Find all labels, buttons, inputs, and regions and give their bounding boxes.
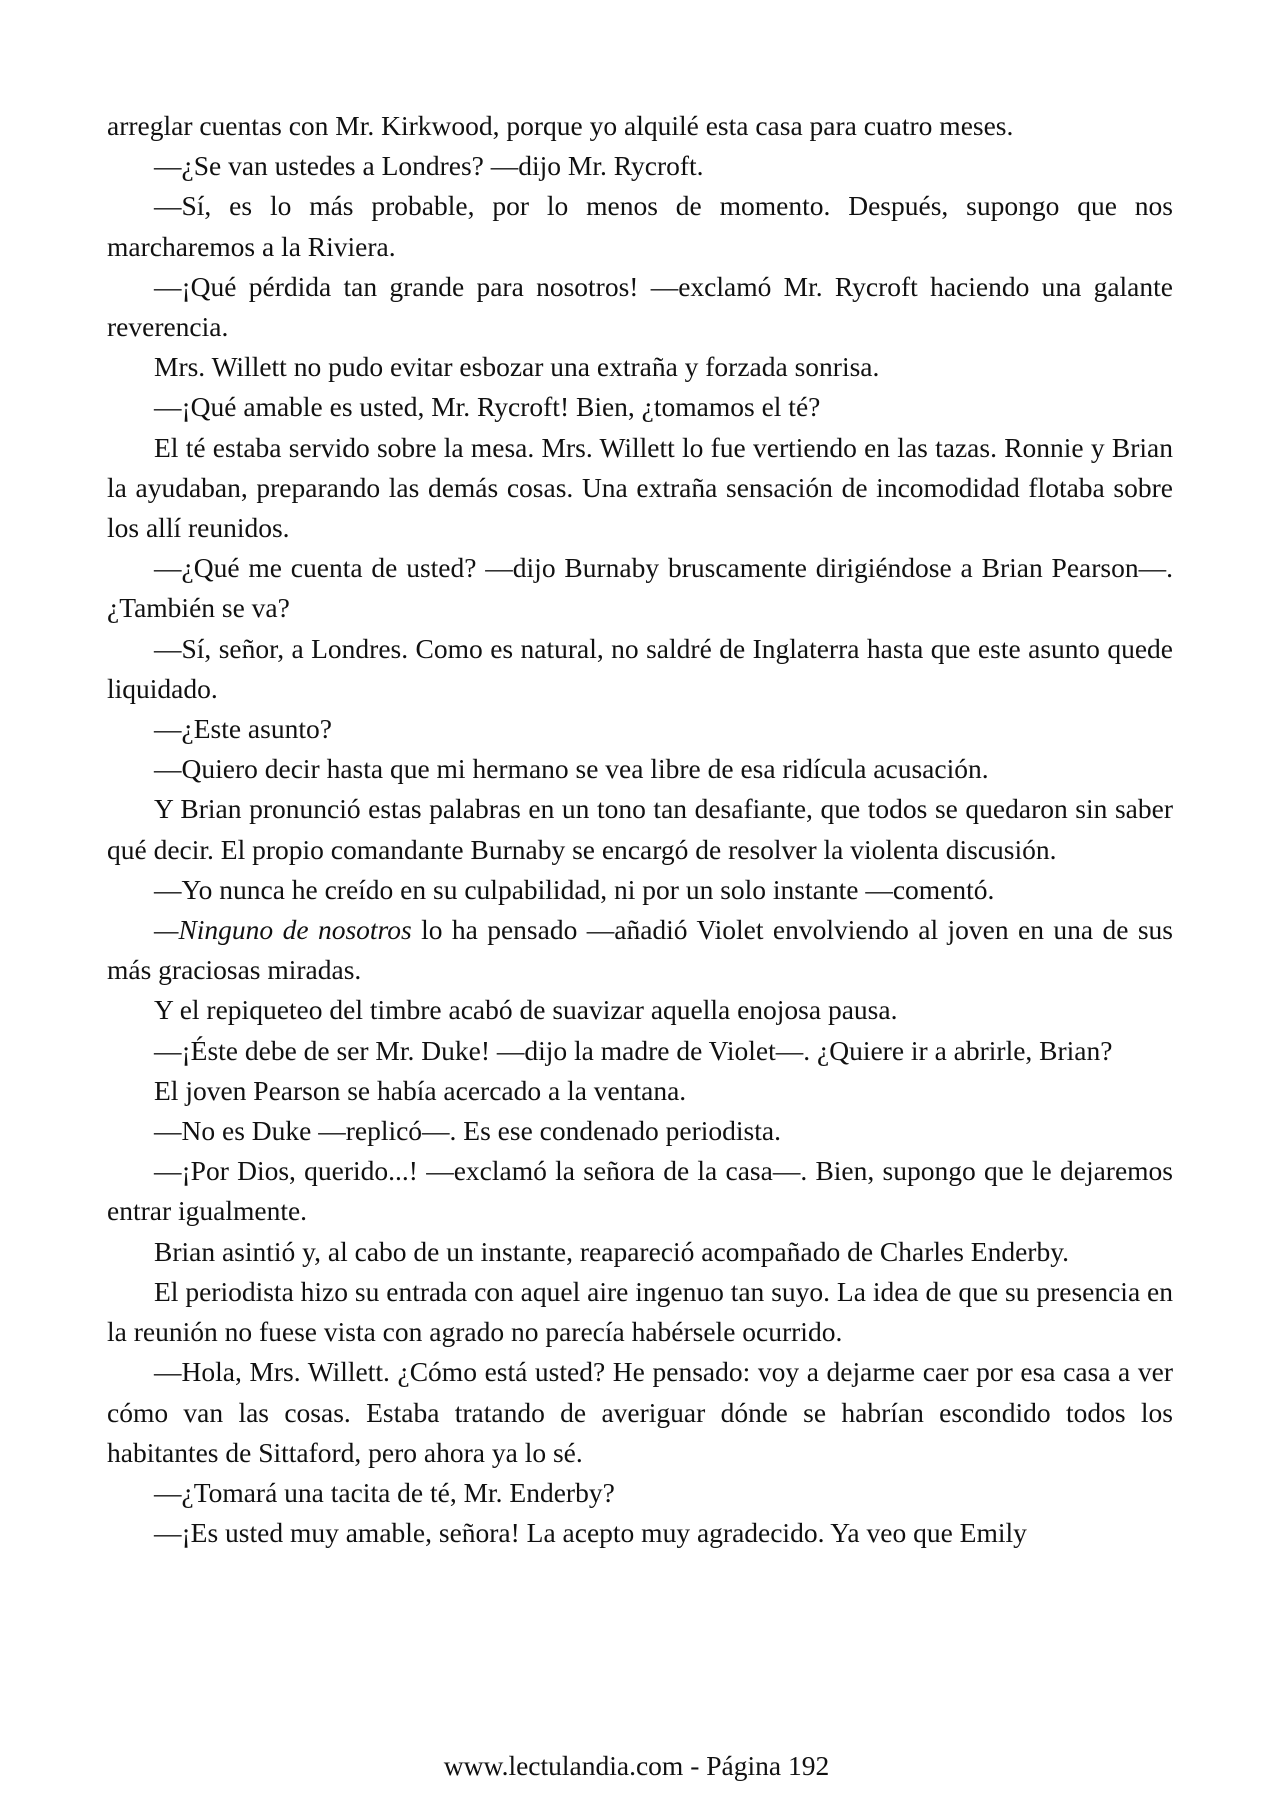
page-footer: www.lectulandia.com - Página 192: [443, 1750, 830, 1781]
paragraph: —¡Por Dios, querido...! —exclamó la señora de la casa—. Bien, supongo que le dejaremos entrar igualmente.: [107, 1155, 1173, 1227]
paragraph: —No es Duke —replicó—. Es ese condenado periodista.: [154, 1115, 781, 1147]
paragraph: —Sí, señor, a Londres. Como es natural, no saldré de Inglaterra hasta que este asunto quede liquidado.: [107, 632, 1173, 704]
paragraph: —Sí, es lo más probable, por lo menos de momento. Después, supongo que nos marcharemos a la Riviera.: [107, 190, 1173, 262]
paragraph: —Yo nunca he creído en su culpabilidad, ni por un solo instante —comentó.: [154, 873, 995, 905]
paragraph: —¿Este asunto?: [154, 713, 332, 745]
paragraph: —¡Éste debe de ser Mr. Duke! —dijo la madre de Violet—. ¿Quiere ir a abrirle, Brian?: [154, 1034, 1113, 1066]
paragraph: Mrs. Willett no pudo evitar esbozar una extraña y forzada sonrisa.: [154, 351, 880, 383]
paragraph: —Quiero decir hasta que mi hermano se vea libre de esa ridícula acusación.: [154, 753, 989, 785]
paragraph: Y el repiqueteo del timbre acabó de suavizar aquella enojosa pausa.: [154, 994, 898, 1026]
paragraph: El joven Pearson se había acercado a la ventana.: [154, 1074, 687, 1106]
paragraph: [107, 910, 1173, 990]
paragraph: El té estaba servido sobre la mesa. Mrs. Willett lo fue vertiendo en las tazas. Ronnie y Brian la ayudaban, preparando las demás cosas. Una extraña sensación de incomodidad flotaba sobre los allí reunidos.: [107, 431, 1173, 544]
paragraph: El periodista hizo su entrada con aquel aire ingenuo tan suyo. La idea de que su presencia en la reunión no fuese vista con agrado no parecía habérsele ocurrido.: [107, 1275, 1173, 1348]
paragraph: arreglar cuentas con Mr. Kirkwood, porque yo alquilé esta casa para cuatro meses.: [107, 110, 1014, 141]
paragraph: —¡Qué amable es usted, Mr. Rycroft! Bien, ¿tomamos el té?: [154, 391, 821, 423]
paragraph: —¿Se van ustedes a Londres? —dijo Mr. Rycroft.: [154, 150, 704, 182]
italic-phrase: —Ninguno de nosotros: [154, 914, 412, 946]
paragraph: —¿Tomará una tacita de té, Mr. Enderby?: [154, 1476, 615, 1508]
paragraph: —¡Es usted muy amable, señora! La acepto muy agradecido. Ya veo que Emily: [154, 1517, 1027, 1549]
paragraph: —Hola, Mrs. Willett. ¿Cómo está usted? He pensado: voy a dejarme caer por esa casa a ver cómo van las cosas. Estaba tratando de averiguar dónde se habrían escondido todos los habitantes de Sittaford, pero ahora ya lo sé.: [107, 1356, 1173, 1468]
paragraph: —¡Qué pérdida tan grande para nosotros! —exclamó Mr. Rycroft haciendo una galante reverencia.: [107, 270, 1173, 343]
paragraph-rest: lo ha pensado —añadió Violet envolviendo al joven en una de sus más graciosas miradas.: [107, 914, 1173, 986]
paragraph: —¿Qué me cuenta de usted? —dijo Burnaby bruscamente dirigiéndose a Brian Pearson—. ¿También se va?: [107, 552, 1173, 624]
paragraph: Y Brian pronunció estas palabras en un tono tan desafiante, que todos se quedaron sin saber qué decir. El propio comandante Burnaby se encargó de resolver la violenta discusión.: [107, 793, 1173, 865]
page-body-text: [107, 106, 1173, 1553]
paragraph: Brian asintió y, al cabo de un instante, reapareció acompañado de Charles Enderby.: [154, 1235, 1070, 1267]
